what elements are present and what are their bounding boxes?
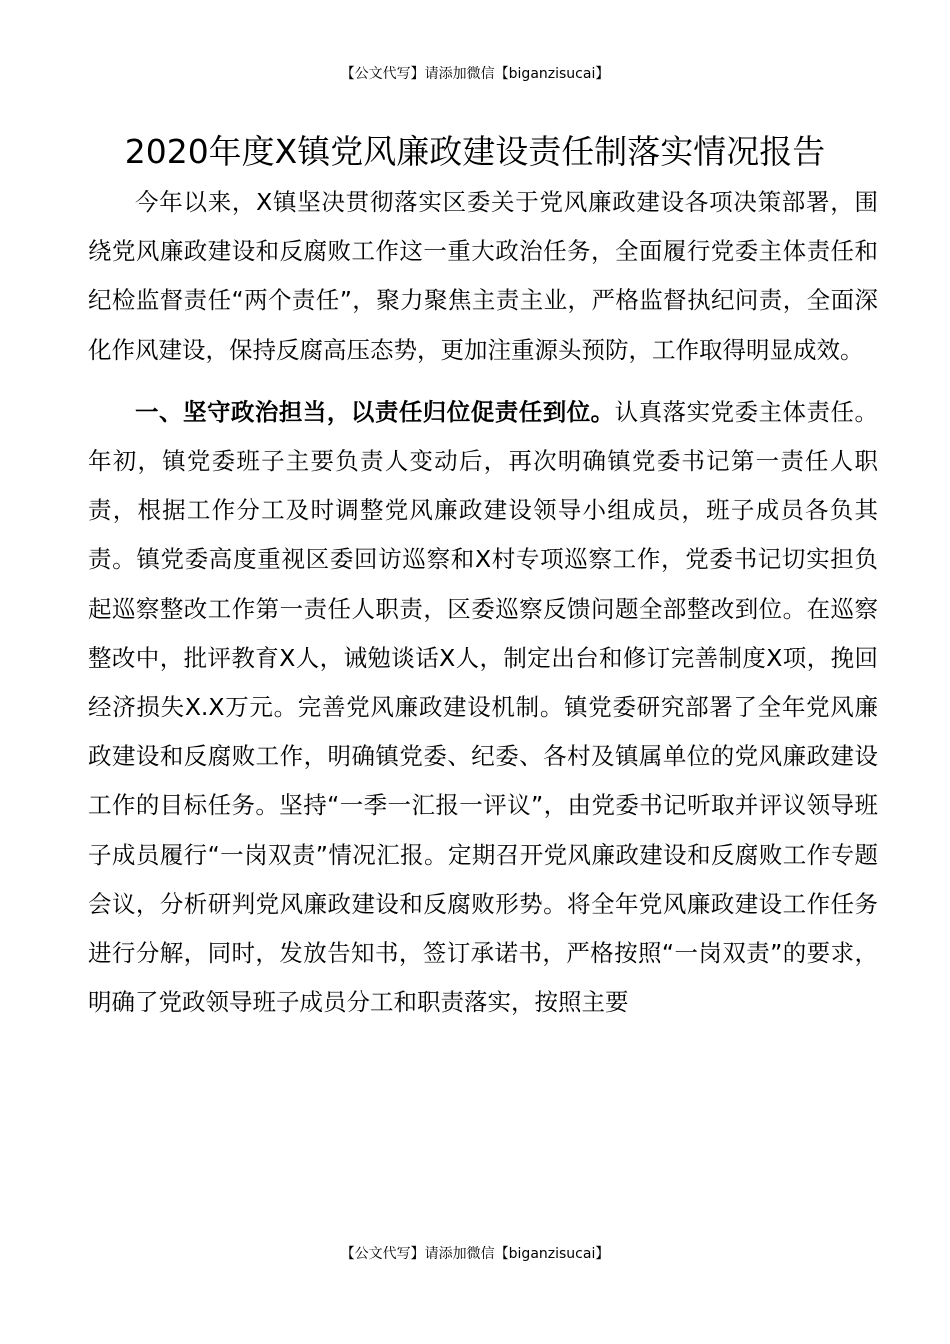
section-1-heading: 一、坚守政治担当，以责任归位促责任到位。	[135, 397, 615, 426]
section-1-paragraph	[88, 388, 878, 1028]
page-header: 【公文代写】请添加微信【biganzisucai】	[340, 66, 610, 82]
document-body	[88, 178, 878, 1027]
intro-paragraph: 今年以来，X镇坚决贯彻落实区委关于党风廉政建设各项决策部署，围绕党风廉政建设和反腐败工作这一重大政治任务，全面履行党委主体责任和纪检监督责任“两个责任”，聚力聚焦主责主业，严格监督执纪问责，全面深化作风建设，保持反腐高压态势，更加注重源头预防，工作取得明显成效。	[88, 188, 878, 364]
section-1-text: 认真落实党委主体责任。年初，镇党委班子主要负责人变动后，再次明确镇党委书记第一责任人职责，根据工作分工及时调整党风廉政建设领导小组成员，班子成员各负其责。镇党委高度重视区委回访巡察和X村专项巡察工作，党委书记切实担负起巡察整改工作第一责任人职责，区委巡察反馈问题全部整改到位。在巡察整改中，批评教育X人，诫勉谈话X人，制定出台和修订完善制度X项，挽回经济损失X.X万元。完善党风廉政建设机制。镇党委研究部署了全年党风廉政建设和反腐败工作，明确镇党委、纪委、各村及镇属单位的党风廉政建设工作的目标任务。坚持“一季一汇报一评议”，由党委书记听取并评议领导班子成员履行“一岗双责”情况汇报。定期召开党风廉政建设和反腐败工作专题会议，分析研判党风廉政建设和反腐败形势。将全年党风廉政建设工作任务进行分解，同时，发放告知书，签订承诺书，严格按照“一岗双责”的要求，明确了党政领导班子成员分工和职责落实，按照主要	[88, 397, 879, 1017]
document-title: 2020年度X镇党风廉政建设责任制落实情况报告	[124, 132, 826, 171]
page-footer: 【公文代写】请添加微信【biganzisucai】	[340, 1246, 610, 1262]
